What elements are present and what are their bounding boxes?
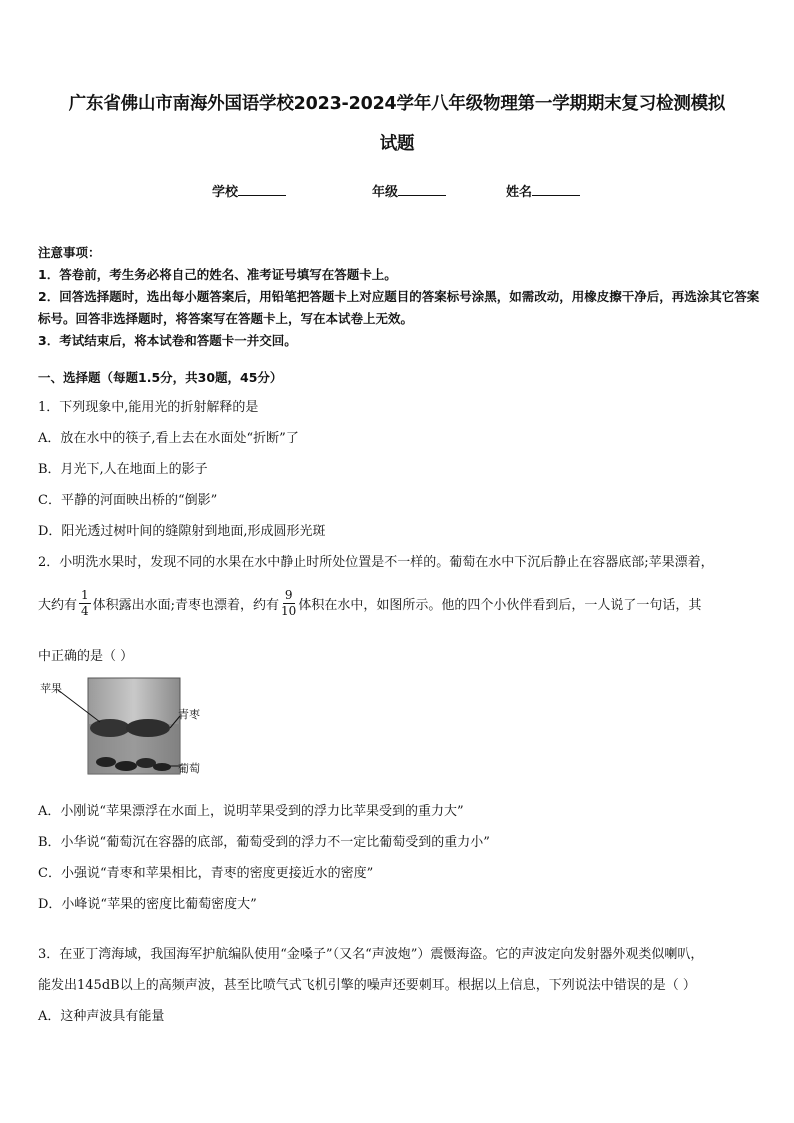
grade-field[interactable]: 年级	[372, 181, 446, 200]
notes-heading: 注意事项：	[38, 245, 101, 260]
q2-option-b: B．小华说“葡萄沉在容器的底部，葡萄受到的浮力不一定比葡萄受到的重力小”	[38, 835, 490, 850]
label-grape: 葡萄	[178, 762, 200, 775]
q2-stem-line1: 2．小明洗水果时，发现不同的水果在水中静止时所处位置是不一样的。葡萄在水中下沉后静止在容器底部;苹果漂着，	[38, 555, 714, 570]
q3-option-a: A．这种声波具有能量	[38, 1009, 165, 1024]
exam-title-line1: 广东省佛山市南海外国语学校2023-2024学年八年级物理第一学期期末复习检测模拟	[68, 94, 726, 114]
q1-option-c: C．平静的河面映出桥的“倒影”	[38, 493, 218, 508]
q2-stem-line3: 中正确的是（ ）	[38, 649, 134, 664]
q2-option-c: C．小强说“青枣和苹果相比，青枣的密度更接近水的密度”	[38, 866, 374, 881]
fraction-one-quarter: $\frac{1}{4}$	[81, 588, 89, 618]
fraction-nine-tenths: $\frac{9}{10}$	[281, 588, 297, 618]
note-item: 1．答卷前，考生务必将自己的姓名、准考证号填写在答题卡上。	[38, 267, 397, 282]
q2-text: 大约有	[38, 598, 78, 613]
q2-option-a: A．小刚说“苹果漂浮在水面上，说明苹果受到的浮力比苹果受到的重力大”	[38, 804, 464, 819]
q1-stem: 1．下列现象中,能用光的折射解释的是	[38, 400, 259, 415]
note-item: 2．回答选择题时，选出每小题答案后，用铅笔把答题卡上对应题目的答案标号涂黑，如需改动，用橡皮擦干净后，再选涂其它答案标号。回答非选择题时，将答案写在答题卡上，写在本试卷上无效。	[38, 289, 760, 326]
q2-text: 体积露出水面;青枣也漂着，约有	[92, 598, 280, 613]
label-apple: 苹果	[40, 682, 62, 695]
q3-stem-line1: 3．在亚丁湾海域，我国海军护航编队使用“金嗓子”（又名“声波炮”）震慑海盗。它的声波定向发射器外观类似喇叭，	[38, 947, 704, 962]
name-field[interactable]: 姓名	[506, 181, 580, 200]
q2-text: 体积在水中，如图所示。他的四个小伙伴看到后，一人说了一句话，其	[298, 598, 702, 613]
q3-stem-line2: 能发出145dB以上的高频声波，甚至比喷气式飞机引擎的噪声还要刺耳。根据以上信息，下列说法中错误的是（ ）	[38, 978, 696, 993]
q1-option-a: A．放在水中的筷子,看上去在水面处“折断”了	[38, 431, 299, 446]
q2-stem-line2	[38, 588, 701, 619]
note-item: 3．考试结束后，将本试卷和答题卡一并交回。	[38, 333, 297, 348]
school-field[interactable]: 学校	[212, 181, 286, 200]
section-heading: 一、选择题（每题1.5分，共30题，45分）	[38, 370, 283, 385]
exam-title-line2: 试题	[379, 134, 415, 154]
q2-option-d: D．小峰说“苹果的密度比葡萄密度大”	[38, 897, 257, 912]
label-jujube: 青枣	[178, 708, 200, 721]
notes-block	[38, 242, 760, 352]
fruit-in-water-figure	[38, 676, 218, 776]
q1-option-d: D．阳光透过树叶间的缝隙射到地面,形成圆形光斑	[38, 524, 326, 539]
q1-option-b: B．月光下,人在地面上的影子	[38, 462, 208, 477]
